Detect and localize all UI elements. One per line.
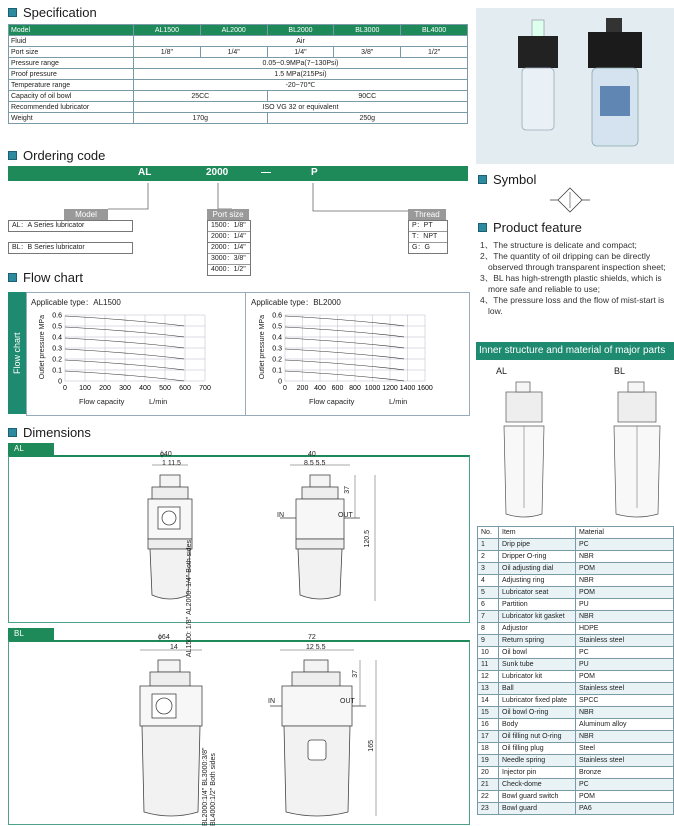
- model-tag: Model: [64, 209, 108, 220]
- spec-row-port: [9, 47, 468, 58]
- flow-left-plot: [52, 313, 211, 393]
- materials-no: 19: [478, 755, 499, 767]
- flow-ytick: 0.1: [52, 367, 62, 375]
- materials-material: POM: [576, 563, 674, 575]
- spec-row-capacity: [9, 91, 468, 102]
- materials-material: PC: [576, 539, 674, 551]
- flow-left-xunit: L/min: [149, 397, 168, 406]
- flow-ytick: 0: [58, 378, 62, 386]
- al-note-line: AL1500: 1/8": [186, 616, 193, 658]
- spec-value: Air: [134, 36, 468, 47]
- thread-tag: Thread: [408, 209, 446, 220]
- al-in-label: IN: [277, 512, 284, 519]
- port-item: 4000：1/2": [211, 266, 246, 273]
- flow-left-title: Applicable type：AL1500: [31, 298, 121, 307]
- specification-title: Specification: [23, 5, 97, 20]
- flow-ytick: 0: [278, 378, 282, 386]
- dimensions-heading: [8, 425, 91, 440]
- spec-label: Temperature range: [9, 80, 134, 91]
- flow-xtick: 200: [296, 385, 309, 392]
- materials-row: [478, 575, 674, 587]
- materials-item: Ball: [499, 683, 576, 695]
- materials-material: PA6: [576, 803, 674, 815]
- code-thread: P: [311, 167, 318, 178]
- flow-xtick: 1200: [382, 385, 398, 392]
- al-dimension-drawing: [130, 455, 460, 620]
- model-item: BL：B Series lubricator: [12, 244, 85, 251]
- flow-xtick: 800: [349, 385, 361, 392]
- materials-no: 22: [478, 791, 499, 803]
- materials-row: [478, 683, 674, 695]
- spec-value: -20~70℃: [134, 80, 468, 91]
- flow-curve: [65, 316, 184, 326]
- flow-xtick: 600: [179, 385, 191, 392]
- spec-value: 1.5 MPa(215Psi): [134, 69, 468, 80]
- spec-value: 1/2": [401, 47, 468, 58]
- bl-diameter-label: ϕ64: [158, 634, 170, 641]
- port-item: 2000：1/4": [211, 233, 246, 240]
- materials-item: Dripper O-ring: [499, 551, 576, 563]
- materials-row: [478, 743, 674, 755]
- feature-item: 3、BL has high-strength plastic shields, which is more safe and reliable to use;: [480, 273, 662, 294]
- materials-item: Adjustor: [499, 623, 576, 635]
- inner-al-label: AL: [496, 366, 508, 376]
- flow-xtick: 400: [139, 385, 151, 392]
- materials-row: [478, 671, 674, 683]
- materials-row: [478, 707, 674, 719]
- flow-left-xlabel: Flow capacity: [79, 397, 125, 406]
- materials-material: NBR: [576, 611, 674, 623]
- materials-material: POM: [576, 791, 674, 803]
- section-square-icon: [8, 428, 17, 437]
- materials-no: 5: [478, 587, 499, 599]
- flow-curve: [285, 316, 404, 326]
- materials-material: HDPE: [576, 623, 674, 635]
- materials-material: PC: [576, 647, 674, 659]
- flow-xtick: 100: [79, 385, 91, 392]
- bl-dimension-drawing: [120, 640, 460, 822]
- flow-left-ylabel: Outlet pressure MPa: [39, 315, 46, 380]
- flow-xtick: 0: [63, 385, 67, 392]
- al-sub-dim-label: 1 11.5: [162, 460, 181, 467]
- materials-no: 1: [478, 539, 499, 551]
- materials-no: 13: [478, 683, 499, 695]
- al-height2-label: 120.5: [364, 530, 371, 548]
- feature-list: [480, 240, 674, 317]
- port-item: 1500：1/8": [208, 221, 250, 232]
- materials-row: [478, 623, 674, 635]
- flow-xtick: 300: [119, 385, 131, 392]
- specification-heading: [8, 5, 97, 20]
- bl-sub-dim2-label: 12 5.5: [306, 644, 326, 651]
- thread-list: [408, 220, 448, 254]
- section-square-icon: [8, 8, 17, 17]
- materials-no: 6: [478, 599, 499, 611]
- model-item: AL：A Series lubricator: [12, 222, 85, 229]
- materials-row: [478, 539, 674, 551]
- materials-material: NBR: [576, 707, 674, 719]
- al-diameter-label: ϕ40: [160, 451, 172, 458]
- materials-row: [478, 611, 674, 623]
- materials-row: [478, 563, 674, 575]
- spec-header: BL3000: [334, 25, 401, 36]
- materials-item: Return spring: [499, 635, 576, 647]
- materials-no: 9: [478, 635, 499, 647]
- materials-material: PU: [576, 659, 674, 671]
- flow-curve: [285, 338, 404, 348]
- feature-title: Product feature: [493, 220, 582, 235]
- code-model: AL: [138, 167, 152, 178]
- materials-item: Oil adjusting dial: [499, 563, 576, 575]
- spec-header: BL4000: [401, 25, 468, 36]
- materials-row: [478, 803, 674, 815]
- flow-xtick: 1400: [399, 385, 416, 392]
- spec-label: Proof pressure: [9, 69, 134, 80]
- spec-row-pressure: [9, 58, 468, 69]
- materials-no: 8: [478, 623, 499, 635]
- flow-curve: [65, 360, 184, 370]
- materials-material: NBR: [576, 551, 674, 563]
- spec-value: 90CC: [267, 91, 467, 102]
- flow-xtick: 200: [99, 385, 111, 392]
- materials-material: POM: [576, 671, 674, 683]
- materials-row: [478, 635, 674, 647]
- flow-curve: [285, 371, 404, 381]
- al-height1-label: 37: [344, 486, 351, 494]
- code-dash: —: [261, 167, 271, 178]
- materials-item: Needle spring: [499, 755, 576, 767]
- materials-material: PU: [576, 599, 674, 611]
- flow-ytick: 0.3: [272, 345, 282, 353]
- ordering-heading: [8, 148, 105, 163]
- flow-right-xunit: L/min: [389, 397, 408, 406]
- flow-xtick: 1600: [417, 385, 433, 392]
- port-list-al: [207, 220, 251, 243]
- flow-title: Flow chart: [23, 270, 83, 285]
- spec-value: 1/8": [134, 47, 201, 58]
- feature-item: 1、The structure is delicate and compact;: [480, 240, 637, 250]
- flow-xtick: 500: [159, 385, 171, 392]
- materials-no: 4: [478, 575, 499, 587]
- spec-header: AL2000: [200, 25, 267, 36]
- materials-row: [478, 755, 674, 767]
- dimensions-title: Dimensions: [23, 425, 91, 440]
- spec-value: 0.05~0.9MPa(7~130Psi): [134, 58, 468, 69]
- section-square-icon: [8, 273, 17, 282]
- inner-bl-label: BL: [614, 366, 626, 376]
- symbol-heading: [478, 172, 536, 187]
- symbol-title: Symbol: [493, 172, 537, 187]
- materials-row: [478, 695, 674, 707]
- materials-no: 15: [478, 707, 499, 719]
- flow-charts-panel: [26, 292, 470, 416]
- flow-xtick: 400: [314, 385, 326, 392]
- spec-label: Pressure range: [9, 58, 134, 69]
- materials-item: Lubricator seat: [499, 587, 576, 599]
- thread-item: P：PT: [409, 221, 447, 232]
- flow-heading: [8, 270, 83, 285]
- materials-no: 2: [478, 551, 499, 563]
- spec-value: 170g: [134, 113, 268, 124]
- materials-item: Drip pipe: [499, 539, 576, 551]
- bl-out-label: OUT: [340, 698, 355, 705]
- bl-note-line: BL3000:3/8": [202, 747, 209, 786]
- feature-item: 2、The quantity of oil dripping can be directly observed through transparent inspection sheet;: [480, 251, 666, 272]
- spec-label: Recommended lubricator: [9, 102, 134, 113]
- dims-bl-tag: BL: [8, 628, 54, 640]
- materials-material: Stainless steel: [576, 635, 674, 647]
- spec-header: BL2000: [267, 25, 334, 36]
- flow-curve: [285, 327, 404, 337]
- materials-row: [478, 767, 674, 779]
- al-out-label: OUT: [338, 512, 353, 519]
- materials-material: SPCC: [576, 695, 674, 707]
- materials-row: [478, 779, 674, 791]
- materials-row: [478, 647, 674, 659]
- materials-row: [478, 791, 674, 803]
- flow-curve: [65, 327, 184, 337]
- ordering-code-bar: [8, 166, 468, 181]
- materials-no: 23: [478, 803, 499, 815]
- materials-material: PC: [576, 779, 674, 791]
- inner-structure-drawing: [476, 378, 674, 520]
- spec-value: 25CC: [134, 91, 268, 102]
- materials-item: Lubricator kit: [499, 671, 576, 683]
- bl-width-label: 72: [308, 634, 316, 641]
- spec-header: Model: [9, 25, 134, 36]
- bl-sub-dim-label: 14: [170, 644, 178, 651]
- flow-ytick: 0.2: [272, 356, 282, 364]
- spec-label: Capacity of oil bowl: [9, 91, 134, 102]
- materials-row: [478, 719, 674, 731]
- lubricator-photo-illustration: [476, 8, 674, 164]
- flow-xtick: 700: [199, 385, 211, 392]
- materials-row: [478, 551, 674, 563]
- spec-label: Weight: [9, 113, 134, 124]
- flow-ytick: 0.1: [272, 367, 282, 375]
- materials-no: 20: [478, 767, 499, 779]
- al-note-line: Both sides: [186, 540, 193, 573]
- flow-curve: [285, 360, 404, 370]
- materials-header: No.: [478, 527, 499, 539]
- materials-item: Lubricator fixed plate: [499, 695, 576, 707]
- port-size-tag: Port size: [207, 209, 249, 220]
- model-list-b: [8, 242, 133, 254]
- feature-item: 4、The pressure loss and the flow of mist-start is low.: [480, 295, 665, 316]
- materials-item: Bowl guard switch: [499, 791, 576, 803]
- materials-item: Check-dome: [499, 779, 576, 791]
- spec-value: 250g: [267, 113, 467, 124]
- materials-row: [478, 659, 674, 671]
- al-width-label: 40: [308, 451, 316, 458]
- dims-al-tag: AL: [8, 443, 54, 455]
- flow-curve: [65, 371, 184, 381]
- al-note-line: AL2000: 1/4": [186, 574, 193, 615]
- materials-item: Injector pin: [499, 767, 576, 779]
- materials-item: Oil filling plug: [499, 743, 576, 755]
- spec-row-proof: [9, 69, 468, 80]
- materials-item: Body: [499, 719, 576, 731]
- section-square-icon: [478, 223, 487, 232]
- thread-item: G：G: [412, 244, 430, 251]
- flow-xtick: 600: [331, 385, 344, 392]
- spec-value: ISO VG 32 or equivalent: [134, 102, 468, 113]
- inner-structure-header: Inner structure and material of major parts: [476, 342, 674, 360]
- spec-row-lubricator: [9, 102, 468, 113]
- spec-value: 3/8": [334, 47, 401, 58]
- materials-no: 12: [478, 671, 499, 683]
- materials-material: NBR: [576, 575, 674, 587]
- flow-ytick: 0.5: [52, 323, 62, 331]
- materials-item: Oil bowl: [499, 647, 576, 659]
- materials-item: Adjusting ring: [499, 575, 576, 587]
- materials-no: 16: [478, 719, 499, 731]
- port-list-bl: [207, 242, 251, 276]
- flow-xtick: 1000: [364, 385, 381, 392]
- flow-ytick: 0.5: [272, 323, 282, 331]
- flow-curve: [65, 338, 184, 348]
- flow-ytick: 0.3: [52, 345, 62, 353]
- flow-xtick: 0: [283, 385, 287, 392]
- spec-row-weight: [9, 113, 468, 124]
- materials-item: Partition: [499, 599, 576, 611]
- bl-height1-label: 37: [352, 670, 359, 678]
- flow-right-title: Applicable type：BL2000: [251, 298, 341, 307]
- flow-curve: [285, 349, 404, 359]
- port-item: 2000：1/4": [208, 243, 250, 254]
- materials-item: Oil filling nut O-ring: [499, 731, 576, 743]
- spec-label: Fluid: [9, 36, 134, 47]
- model-list-a: [8, 220, 133, 232]
- spec-header: AL1500: [134, 25, 201, 36]
- flow-ytick: 0.6: [52, 312, 62, 320]
- materials-header: Item: [499, 527, 576, 539]
- spec-header-row: [9, 25, 468, 36]
- materials-item: Oil bowl O-ring: [499, 707, 576, 719]
- materials-item: Sunk tube: [499, 659, 576, 671]
- product-photo: [476, 8, 674, 164]
- spec-table: [8, 24, 468, 124]
- feature-heading: [478, 220, 582, 235]
- thread-item: T：NPT: [409, 232, 447, 243]
- materials-item: Bowl guard: [499, 803, 576, 815]
- materials-material: Stainless steel: [576, 683, 674, 695]
- materials-material: POM: [576, 587, 674, 599]
- flow-ytick: 0.4: [52, 334, 62, 342]
- flow-ytick: 0.2: [52, 356, 62, 364]
- code-size: 2000: [206, 167, 229, 178]
- flow-curve: [65, 349, 184, 359]
- materials-material: Aluminum alloy: [576, 719, 674, 731]
- spec-row-temperature: [9, 80, 468, 91]
- bl-side-note: [202, 740, 218, 826]
- materials-no: 10: [478, 647, 499, 659]
- bl-note-line: BL2000:1/4": [202, 787, 209, 826]
- spec-value: 1/4": [267, 47, 334, 58]
- flow-right-ylabel: Outlet pressure MPa: [259, 315, 266, 380]
- materials-material: NBR: [576, 731, 674, 743]
- section-square-icon: [8, 151, 17, 160]
- materials-no: 11: [478, 659, 499, 671]
- flow-right-plot: [272, 313, 433, 393]
- materials-material: Steel: [576, 743, 674, 755]
- bl-height2-label: 165: [368, 740, 375, 752]
- bl-note-line: BL4000:1/2": [210, 787, 217, 826]
- materials-row: [478, 599, 674, 611]
- bl-in-label: IN: [268, 698, 275, 705]
- port-item: 3000：3/8": [208, 254, 250, 265]
- materials-material: Bronze: [576, 767, 674, 779]
- flow-side-label: Flow chart: [8, 292, 26, 414]
- materials-no: 14: [478, 695, 499, 707]
- spec-value: 1/4": [200, 47, 267, 58]
- flow-ytick: 0.4: [272, 334, 282, 342]
- section-square-icon: [478, 175, 487, 184]
- flow-right-xlabel: Flow capacity: [309, 397, 355, 406]
- ordering-title: Ordering code: [23, 148, 106, 163]
- materials-no: 3: [478, 563, 499, 575]
- materials-no: 21: [478, 779, 499, 791]
- materials-no: 7: [478, 611, 499, 623]
- materials-header-row: [478, 527, 674, 539]
- materials-row: [478, 731, 674, 743]
- materials-material: Stainless steel: [576, 755, 674, 767]
- spec-label: Port size: [9, 47, 134, 58]
- materials-row: [478, 587, 674, 599]
- al-sub-dim2-label: 8.5 5.5: [304, 460, 326, 467]
- materials-header: Material: [576, 527, 674, 539]
- materials-table: [477, 526, 674, 815]
- flow-ytick: 0.6: [272, 312, 282, 320]
- lubricator-symbol-icon: [550, 184, 590, 216]
- spec-row-fluid: [9, 36, 468, 47]
- bl-note-line: Both sides: [210, 753, 217, 786]
- materials-no: 18: [478, 743, 499, 755]
- materials-item: Lubricator kit gasket: [499, 611, 576, 623]
- materials-no: 17: [478, 731, 499, 743]
